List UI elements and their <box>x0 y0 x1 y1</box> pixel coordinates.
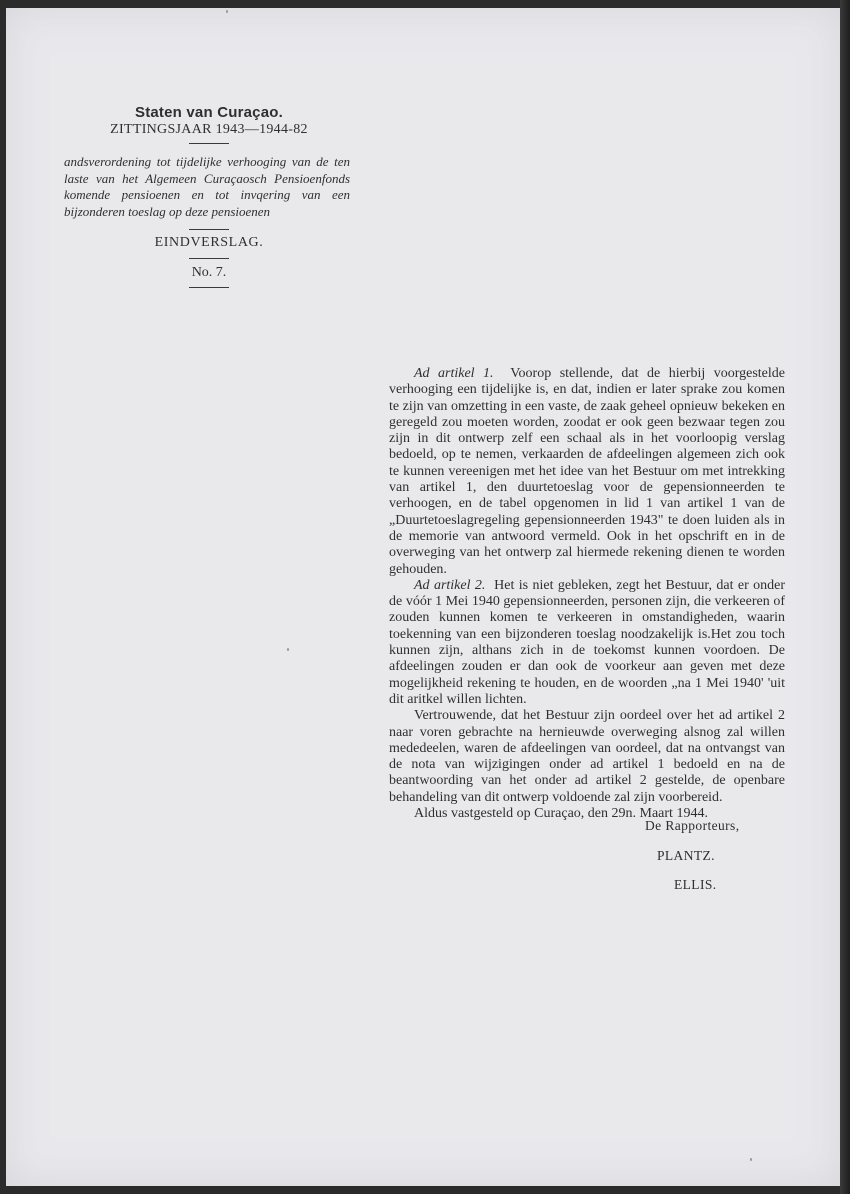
organization-title: Staten van Curaçao. <box>134 104 283 121</box>
rapporteur-name-1: PLANTZ. <box>657 848 715 863</box>
document-page <box>6 8 840 1186</box>
paper-speck <box>226 10 228 13</box>
article-1-paragraph <box>389 366 785 578</box>
document-type: EINDVERSLAG. <box>154 235 264 250</box>
report-body <box>389 366 785 822</box>
ordinance-subject: andsverordening tot tijdelijke verhooging van de ten laste van het Algemeen Curaçaosch Pensioenfonds komende pensioenen en tot invqering van een bijzonderen toeslag op deze pensioenen <box>64 154 350 219</box>
document-number: No. 7. <box>191 265 227 280</box>
rapporteurs-title: De Rapporteurs, <box>645 818 740 833</box>
rapporteur-name-2: ELLIS. <box>674 877 717 892</box>
conclusion-paragraph: Vertrouwende, dat het Bestuur zijn oordeel over het ad artikel 2 naar voren gebrachte na hernieuwde overweging alsnog zal willen mededeelen, waren de afdeelingen van oordeel, dat na ontvangst van de nota van wijzigingen onder ad artikel 1 bedoeld en na de beantwoording van het onder ad artikel 2 gestelde, de openbare behandeling van dit ontwerp voldoende zal zijn voorbereid. <box>389 708 785 805</box>
article-1-text: Voorop stellende, dat de hierbij voorgestelde verhooging een tijdelijke is, en dat, indien er later sprake zou komen te zijn van omzetting in een vaste, de zaak geheel opnieuw bekeken en geregeld zou moeten worden, zoodat er ook geen bezwaar tegen zou zijn in dit ontwerp zelf een schaal als in het voorloopig verslag bedoeld, op te nemen, verkaarden de afdeelingen algemeen zich ook te kunnen vereenigen met het idee van het Bestuur om met intrekking van artikel 1, den duurtetoeslag voor de gepensionneerden te verhoogen, en de tabel opgenomen in lid 1 van artikel 1 van de „Duurtetoeslagregeling gepensionneerden 1943" te doen luiden als in de memorie van antwoord vermeld. Ook in het opschrift en in de overweging van het ontwerp zal hiermede rekening dienen te worden gehouden. <box>389 366 785 577</box>
paper-speck <box>287 648 289 651</box>
divider <box>189 258 229 259</box>
article-2-text: Het is niet gebleken, zegt het Bestuur, dat er onder de vóór 1 Mei 1940 gepensionneerden, personen zijn, die verkeeren of zouden kunnen komen te verkeeren in omstandigheden, waarin toekenning van een bijzonderen toeslag noodzakelijk is.Het zou toch kunnen zijn, althans zich in de toekomst kunnen voordoen. De afdeelingen zouden er dan ook de voorkeur aan geven met deze mogelijkheid rekening te houden, en de woorden „na 1 Mei 1940' 'uit dit aritkel willen lichten. <box>389 577 785 707</box>
divider <box>189 287 229 288</box>
closing-line: Aldus vastgesteld op Curaçao, den 29n. Maart 1944. <box>414 806 708 822</box>
session-year: ZITTINGSJAAR 1943—1944-82 <box>110 122 308 137</box>
divider <box>189 143 229 144</box>
divider <box>189 229 229 230</box>
article-2-paragraph <box>389 578 785 708</box>
article-2-label: Ad artikel 2. <box>414 577 486 593</box>
scan-edge <box>840 0 850 1194</box>
document-header <box>64 104 354 288</box>
paper-speck <box>750 1158 752 1161</box>
article-1-label: Ad artikel 1. <box>414 366 494 381</box>
